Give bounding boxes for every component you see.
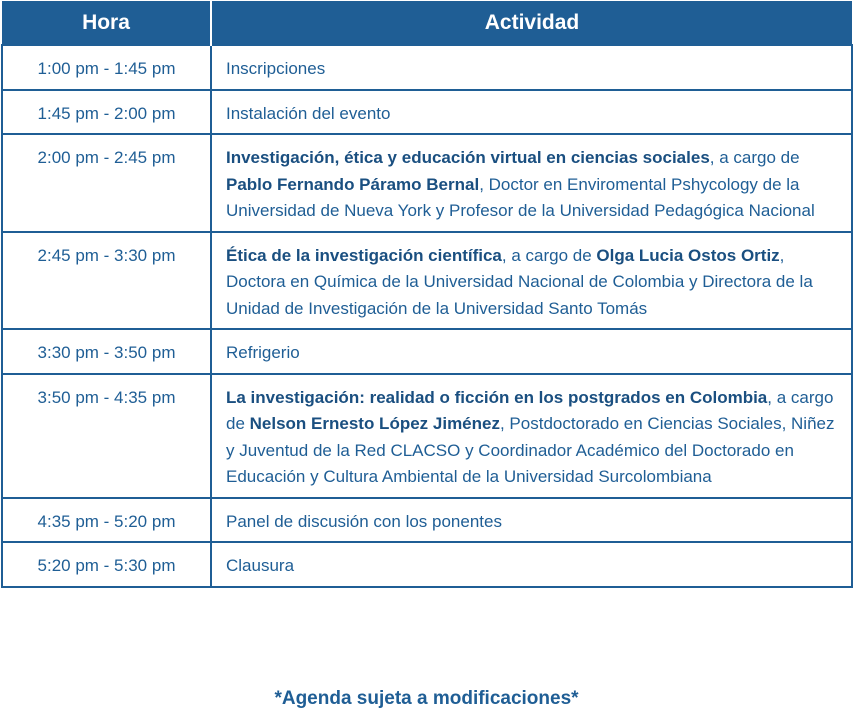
- agenda-header-row: [2, 1, 852, 45]
- activity-text: , a cargo de: [501, 245, 597, 265]
- agenda-note: *Agenda sujeta a modificaciones*: [274, 688, 579, 709]
- time-cell: 5:20 pm - 5:30 pm: [2, 542, 211, 587]
- header-actividad: Actividad: [211, 1, 852, 45]
- table-row: [2, 45, 852, 90]
- activity-text: Instalación del evento: [226, 103, 391, 123]
- activity-cell: [211, 134, 852, 232]
- header-hora: Hora: [2, 1, 211, 45]
- time-cell: 1:00 pm - 1:45 pm: [2, 45, 211, 90]
- activity-text: Panel de discusión con los ponentes: [226, 511, 502, 531]
- activity-cell: [211, 498, 852, 543]
- agenda-table: [1, 1, 853, 588]
- table-row: [2, 329, 852, 374]
- table-row: [2, 542, 852, 587]
- activity-text: Refrigerio: [226, 343, 300, 362]
- activity-highlight: Pablo Fernando Páramo Bernal: [226, 174, 480, 194]
- time-cell: 2:45 pm - 3:30 pm: [2, 232, 211, 330]
- activity-text: Clausura: [226, 556, 295, 575]
- activity-text: Inscripciones: [226, 59, 326, 78]
- activity-highlight: Olga Lucia Ostos Ortiz: [596, 245, 780, 265]
- activity-text: , a cargo de: [709, 148, 800, 167]
- activity-text: , Postdoctorado en Ciencias Sociales, Niñez y Juventud de la Red CLACSO y Coordinador Académico del Doctorado en Educación y Cultura Ambiental de la Universidad Surcolombiana: [226, 414, 835, 486]
- activity-text: , a cargo de: [226, 387, 834, 433]
- activity-text: , Doctora en Química de la Universidad Nacional de Colombia y Directora de la Unidad de Investigación de la Universidad Santo Tomás: [226, 245, 813, 318]
- time-cell: 3:30 pm - 3:50 pm: [2, 329, 211, 374]
- time-cell: 2:00 pm - 2:45 pm: [2, 134, 211, 232]
- table-row: [2, 90, 852, 135]
- activity-cell: [211, 542, 852, 587]
- agenda-body: [2, 45, 852, 587]
- table-row: [2, 232, 852, 330]
- activity-cell: [211, 374, 852, 498]
- table-row: [2, 134, 852, 232]
- table-row: [2, 498, 852, 543]
- table-row: [2, 374, 852, 498]
- activity-highlight: La investigación: realidad o ficción en los postgrados en Colombia: [226, 387, 768, 407]
- activity-cell: [211, 45, 852, 90]
- time-cell: 3:50 pm - 4:35 pm: [2, 374, 211, 498]
- activity-highlight: Investigación, ética y educación virtual en ciencias sociales: [226, 148, 710, 167]
- activity-highlight: Ética de la investigación científica: [226, 245, 502, 265]
- time-cell: 4:35 pm - 5:20 pm: [2, 498, 211, 543]
- activity-cell: [211, 232, 852, 330]
- activity-cell: [211, 329, 852, 374]
- activity-cell: [211, 90, 852, 135]
- agenda-header: [2, 1, 852, 45]
- activity-highlight: Nelson Ernesto López Jiménez: [249, 414, 500, 433]
- activity-text: , Doctor en Enviromental Pshycology de la Universidad de Nueva York y Profesor de la Universidad Pedagógica Nacional: [226, 174, 815, 220]
- time-cell: 1:45 pm - 2:00 pm: [2, 90, 211, 135]
